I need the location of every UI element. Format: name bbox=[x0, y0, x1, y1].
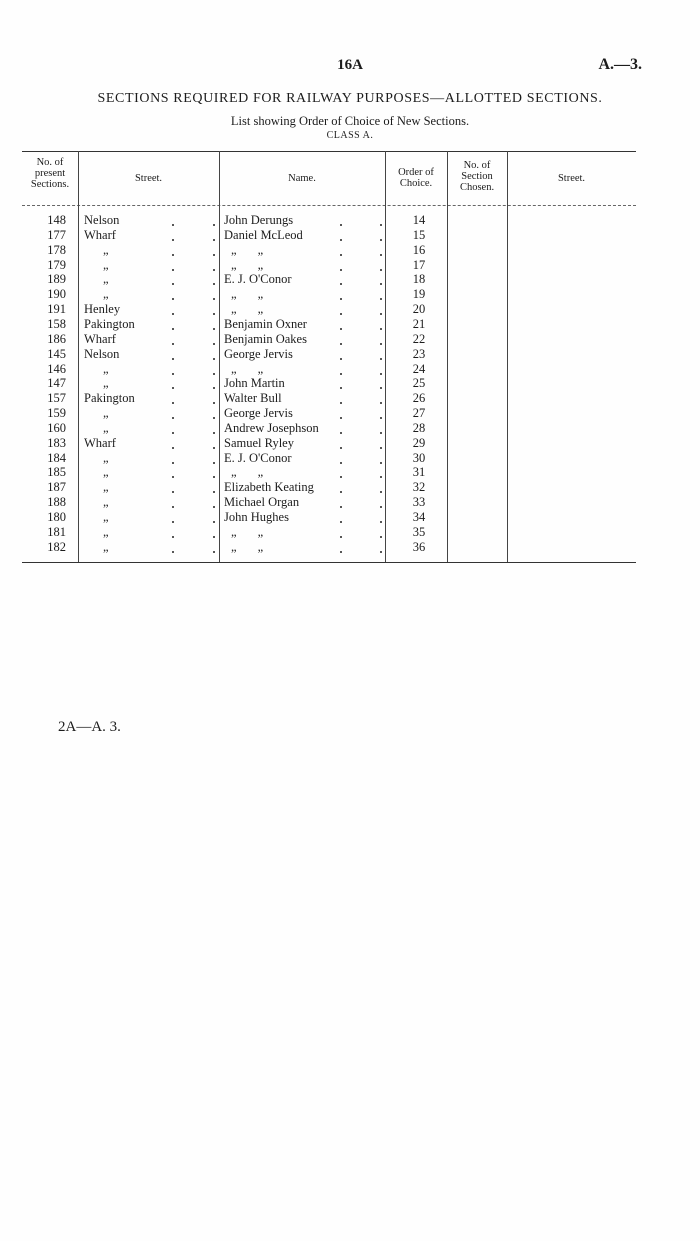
leader-dot bbox=[380, 506, 382, 508]
leader-dot bbox=[213, 224, 215, 226]
street-cell: Pakington bbox=[84, 391, 135, 406]
order-of-choice-cell: 29 bbox=[412, 435, 426, 450]
order-of-choice-cell: 35 bbox=[412, 524, 426, 539]
column-divider bbox=[385, 151, 386, 562]
street-cell: Pakington bbox=[84, 316, 135, 331]
leader-dot bbox=[340, 239, 342, 241]
leader-dot bbox=[172, 328, 174, 330]
leader-dot bbox=[380, 224, 382, 226]
name-cell: Samuel Ryley bbox=[224, 435, 294, 450]
name-cell: „ „ bbox=[231, 302, 264, 317]
order-of-choice-cell: 28 bbox=[412, 420, 426, 435]
name-cell: E. J. O'Conor bbox=[224, 272, 292, 287]
leader-dot bbox=[380, 521, 382, 523]
order-of-choice-cell: 36 bbox=[412, 539, 426, 554]
street-cell: Wharf bbox=[84, 227, 116, 242]
name-cell: Benjamin Oakes bbox=[224, 331, 307, 346]
section-number-cell: 180 bbox=[47, 510, 66, 524]
leader-dot bbox=[340, 358, 342, 360]
street-cell: Henley bbox=[84, 302, 121, 317]
leader-dot bbox=[340, 343, 342, 345]
leader-dot bbox=[213, 373, 215, 375]
leader-dot bbox=[340, 462, 342, 464]
leader-dot bbox=[340, 521, 342, 523]
leader-dot bbox=[213, 387, 215, 389]
leader-dot bbox=[380, 387, 382, 389]
order-of-choice-cell: 15 bbox=[412, 227, 426, 242]
leader-dot bbox=[172, 239, 174, 241]
header-line: present bbox=[34, 168, 66, 179]
section-number-cell: 160 bbox=[47, 420, 66, 435]
name-cell: „ „ bbox=[231, 257, 264, 272]
column-header-street-2: Street. bbox=[557, 173, 586, 184]
street-cell: „ bbox=[103, 242, 109, 257]
section-number-cell: 181 bbox=[47, 524, 66, 539]
name-cell: Andrew Josephson bbox=[224, 420, 319, 435]
leader-dot bbox=[380, 358, 382, 360]
leader-dot bbox=[213, 476, 215, 478]
order-of-choice-cell: 30 bbox=[412, 450, 426, 465]
name-cell: Elizabeth Keating bbox=[224, 480, 314, 495]
leader-dot bbox=[213, 551, 215, 553]
leader-dot bbox=[380, 254, 382, 256]
leader-dot bbox=[380, 432, 382, 434]
table-bottom-rule bbox=[22, 562, 636, 563]
leader-dot bbox=[172, 313, 174, 315]
leader-dot bbox=[172, 254, 174, 256]
section-number-cell: 188 bbox=[47, 495, 66, 510]
leader-dot bbox=[172, 491, 174, 493]
column-divider bbox=[507, 151, 508, 562]
order-of-choice-cell: 33 bbox=[412, 495, 426, 510]
leader-dot bbox=[340, 387, 342, 389]
leader-dot bbox=[340, 491, 342, 493]
order-of-choice-cell: 25 bbox=[412, 376, 426, 391]
page-subtitle: List showing Order of Choice of New Sections. bbox=[230, 114, 470, 128]
table-top-rule bbox=[22, 151, 636, 152]
section-number-cell: 177 bbox=[47, 227, 66, 242]
page-number: 16A bbox=[337, 57, 363, 73]
leader-dot bbox=[340, 254, 342, 256]
leader-dot bbox=[340, 402, 342, 404]
leader-dot bbox=[172, 476, 174, 478]
street-cell: „ bbox=[103, 480, 109, 495]
street-cell: „ bbox=[103, 406, 109, 421]
leader-dot bbox=[213, 417, 215, 419]
order-of-choice-cell: 31 bbox=[412, 465, 426, 480]
leader-dot bbox=[340, 417, 342, 419]
section-number-cell: 182 bbox=[47, 539, 66, 554]
section-number-cell: 159 bbox=[47, 406, 66, 421]
leader-dot bbox=[380, 447, 382, 449]
leader-dot bbox=[340, 432, 342, 434]
name-cell: Michael Organ bbox=[224, 495, 300, 510]
leader-dot bbox=[380, 373, 382, 375]
leader-dot bbox=[340, 283, 342, 285]
footer-reference: 2A—A. 3. bbox=[58, 719, 121, 735]
leader-dot bbox=[213, 358, 215, 360]
name-cell: „ „ bbox=[231, 361, 264, 376]
street-cell: „ bbox=[103, 287, 109, 302]
order-of-choice-cell: 19 bbox=[412, 287, 426, 302]
name-cell: „ „ bbox=[231, 465, 264, 480]
section-number-cell: 145 bbox=[47, 346, 66, 361]
leader-dot bbox=[172, 343, 174, 345]
name-cell: John Martin bbox=[224, 376, 285, 391]
section-number-cell: 146 bbox=[47, 361, 66, 376]
leader-dot bbox=[172, 432, 174, 434]
leader-dot bbox=[213, 462, 215, 464]
street-cell: Wharf bbox=[84, 331, 116, 346]
section-number-cell: 191 bbox=[47, 302, 66, 317]
leader-dot bbox=[172, 536, 174, 538]
leader-dot bbox=[172, 373, 174, 375]
leader-dot bbox=[213, 447, 215, 449]
header-line: Sections. bbox=[30, 179, 70, 190]
leader-dot bbox=[172, 402, 174, 404]
section-number-cell: 187 bbox=[47, 480, 66, 495]
order-of-choice-cell: 23 bbox=[412, 346, 426, 361]
page-title: SECTIONS REQUIRED FOR RAILWAY PURPOSES—ALLOTTED SECTIONS. bbox=[97, 91, 603, 106]
section-number-cell: 178 bbox=[47, 242, 66, 257]
order-of-choice-cell: 17 bbox=[412, 257, 426, 272]
leader-dot bbox=[340, 224, 342, 226]
leader-dot bbox=[172, 224, 174, 226]
name-cell: „ „ bbox=[231, 287, 264, 302]
section-number-cell: 183 bbox=[47, 435, 66, 450]
leader-dot bbox=[213, 491, 215, 493]
section-number-cell: 157 bbox=[47, 391, 66, 406]
section-number-cell: 189 bbox=[47, 272, 66, 287]
section-number-cell: 147 bbox=[47, 376, 66, 391]
leader-dot bbox=[380, 551, 382, 553]
street-cell: „ bbox=[103, 420, 109, 435]
street-cell: „ bbox=[103, 450, 109, 465]
leader-dot bbox=[213, 536, 215, 538]
leader-dot bbox=[172, 387, 174, 389]
leader-dot bbox=[340, 551, 342, 553]
order-of-choice-cell: 27 bbox=[412, 406, 426, 421]
leader-dot bbox=[213, 343, 215, 345]
leader-dot bbox=[213, 506, 215, 508]
name-cell: George Jervis bbox=[224, 406, 293, 421]
leader-dot bbox=[172, 283, 174, 285]
leader-dot bbox=[380, 239, 382, 241]
column-header-name: Name. bbox=[288, 173, 316, 184]
street-cell: Wharf bbox=[84, 435, 116, 450]
leader-dot bbox=[340, 328, 342, 330]
order-of-choice-cell: 14 bbox=[412, 213, 426, 227]
leader-dot bbox=[172, 551, 174, 553]
street-cell: „ bbox=[103, 272, 109, 287]
leader-dot bbox=[213, 402, 215, 404]
section-number-cell: 148 bbox=[47, 213, 66, 227]
leader-dot bbox=[380, 283, 382, 285]
order-of-choice-cell: 18 bbox=[412, 272, 426, 287]
header-line: Order of bbox=[398, 167, 434, 178]
leader-dot bbox=[380, 343, 382, 345]
column-divider bbox=[447, 151, 448, 562]
document-reference: A.—3. bbox=[598, 56, 642, 73]
name-cell: Walter Bull bbox=[224, 391, 282, 406]
street-cell: Nelson bbox=[84, 213, 120, 227]
leader-dot bbox=[213, 521, 215, 523]
name-cell: George Jervis bbox=[224, 346, 293, 361]
name-cell: John Derungs bbox=[224, 213, 294, 227]
leader-dot bbox=[172, 521, 174, 523]
street-cell: Nelson bbox=[84, 346, 120, 361]
leader-dot bbox=[172, 462, 174, 464]
order-of-choice-cell: 34 bbox=[412, 510, 426, 524]
leader-dot bbox=[380, 269, 382, 271]
leader-dot bbox=[380, 417, 382, 419]
leader-dot bbox=[213, 239, 215, 241]
class-label: CLASS A. bbox=[326, 130, 374, 141]
column-divider bbox=[78, 151, 79, 562]
name-cell: „ „ bbox=[231, 242, 264, 257]
street-cell: „ bbox=[103, 495, 109, 510]
order-of-choice-cell: 21 bbox=[412, 316, 426, 331]
section-number-cell: 179 bbox=[47, 257, 66, 272]
leader-dot bbox=[340, 298, 342, 300]
street-cell: „ bbox=[103, 539, 109, 554]
street-cell: „ bbox=[103, 465, 109, 480]
name-cell: E. J. O'Conor bbox=[224, 450, 292, 465]
leader-dot bbox=[213, 298, 215, 300]
street-cell: „ bbox=[103, 376, 109, 391]
name-cell: Benjamin Oxner bbox=[224, 316, 307, 331]
leader-dot bbox=[340, 269, 342, 271]
leader-dot bbox=[172, 447, 174, 449]
leader-dot bbox=[172, 269, 174, 271]
header-rule bbox=[22, 205, 636, 206]
order-of-choice-cell: 32 bbox=[412, 480, 426, 495]
header-line: No. of bbox=[36, 157, 64, 168]
column-header-street: Street. bbox=[134, 173, 163, 184]
section-number-cell: 158 bbox=[47, 316, 66, 331]
column-header-section-chosen bbox=[447, 160, 507, 193]
header-line: Section bbox=[461, 171, 493, 182]
header-line: No. of bbox=[463, 160, 491, 171]
leader-dot bbox=[340, 536, 342, 538]
leader-dot bbox=[340, 447, 342, 449]
section-number-cell: 190 bbox=[47, 287, 66, 302]
leader-dot bbox=[380, 462, 382, 464]
leader-dot bbox=[380, 402, 382, 404]
section-number-cell: 185 bbox=[47, 465, 66, 480]
leader-dot bbox=[380, 476, 382, 478]
order-of-choice-cell: 26 bbox=[412, 391, 426, 406]
name-cell: Daniel McLeod bbox=[224, 227, 303, 242]
street-cell: „ bbox=[103, 257, 109, 272]
leader-dot bbox=[213, 283, 215, 285]
leader-dot bbox=[213, 269, 215, 271]
header-line: Choice. bbox=[399, 178, 433, 189]
name-cell: „ „ bbox=[231, 539, 264, 554]
name-cell: „ „ bbox=[231, 524, 264, 539]
header-line: Chosen. bbox=[459, 182, 495, 193]
column-header-present-sections bbox=[22, 157, 78, 190]
leader-dot bbox=[380, 536, 382, 538]
section-number-cell: 186 bbox=[47, 331, 66, 346]
leader-dot bbox=[340, 373, 342, 375]
leader-dot bbox=[172, 298, 174, 300]
order-of-choice-cell: 16 bbox=[412, 242, 426, 257]
leader-dot bbox=[213, 328, 215, 330]
order-of-choice-cell: 24 bbox=[412, 361, 426, 376]
order-of-choice-cell: 20 bbox=[412, 302, 426, 317]
name-cell: John Hughes bbox=[224, 510, 289, 524]
leader-dot bbox=[213, 254, 215, 256]
leader-dot bbox=[340, 506, 342, 508]
column-divider bbox=[219, 151, 220, 562]
street-cell: „ bbox=[103, 510, 109, 524]
leader-dot bbox=[213, 313, 215, 315]
leader-dot bbox=[172, 506, 174, 508]
leader-dot bbox=[213, 432, 215, 434]
leader-dot bbox=[380, 313, 382, 315]
leader-dot bbox=[380, 298, 382, 300]
leader-dot bbox=[380, 328, 382, 330]
leader-dot bbox=[172, 417, 174, 419]
street-cell: „ bbox=[103, 524, 109, 539]
leader-dot bbox=[380, 491, 382, 493]
column-header-order-of-choice bbox=[385, 167, 447, 189]
leader-dot bbox=[340, 313, 342, 315]
leader-dot bbox=[172, 358, 174, 360]
section-number-cell: 184 bbox=[47, 450, 66, 465]
leader-dot bbox=[340, 476, 342, 478]
order-of-choice-cell: 22 bbox=[412, 331, 426, 346]
street-cell: „ bbox=[103, 361, 109, 376]
